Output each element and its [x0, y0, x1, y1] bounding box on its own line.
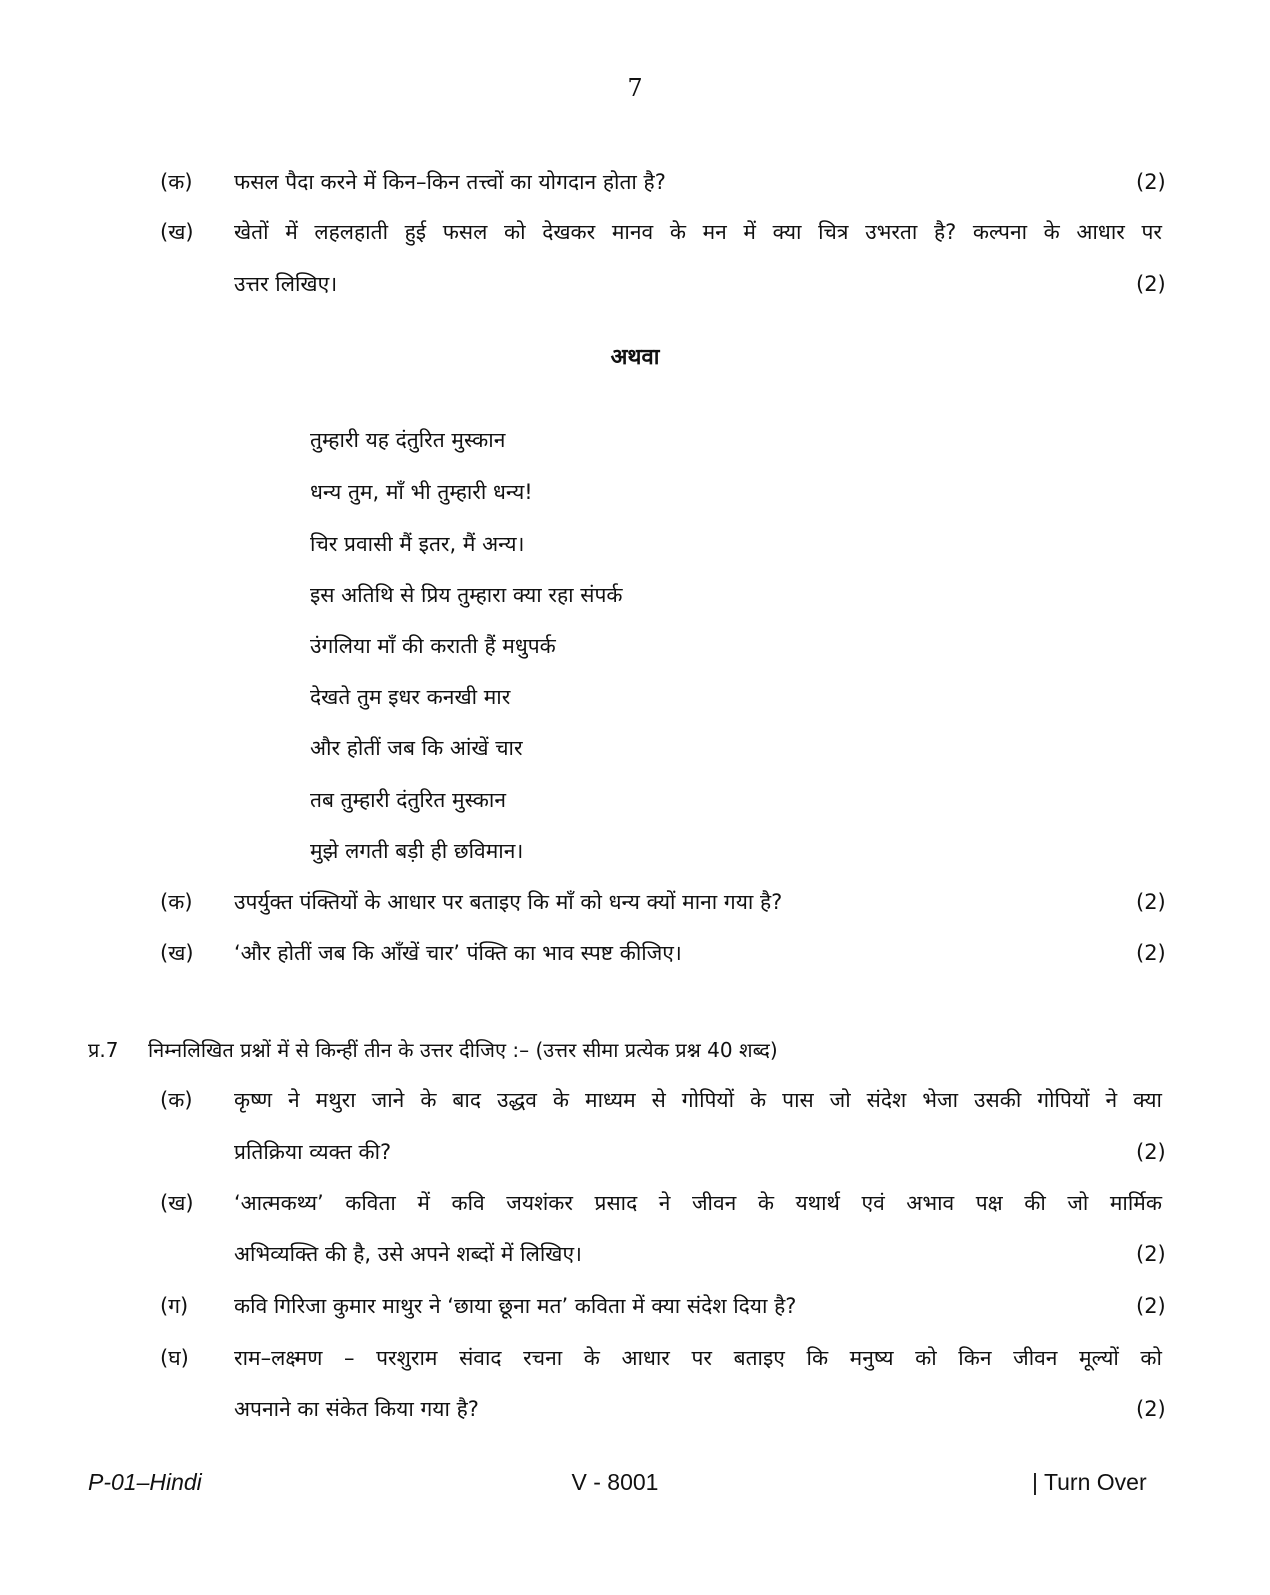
question-7-instruction: निम्नलिखित प्रश्नों में से किन्हीं तीन के उत्तर दीजिए :– (उत्तर सीमा प्रत्येक प्रश्न 40 शब्द): [148, 1038, 778, 1062]
page-footer: [0, 1462, 1270, 1502]
poem-line: उंगलिया माँ की कराती हैं मधुपर्क: [310, 634, 556, 658]
question-ka-2: [0, 882, 1270, 922]
question-kha-1: [0, 212, 1270, 252]
q7-ka: [0, 1080, 1270, 1120]
question-kha-1-line2: [0, 264, 1270, 304]
question-label: (ग): [160, 1294, 189, 1318]
poem-line: तब तुम्हारी दंतुरित मुस्कान: [310, 788, 506, 812]
question-text-line2: उत्तर लिखिए।: [234, 272, 338, 296]
question-number: प्र.7: [88, 1038, 119, 1062]
poem-line: इस अतिथि से प्रिय तुम्हारा क्या रहा संपर्क: [310, 583, 623, 607]
question-ka-1: [0, 162, 1270, 202]
question-label: (क): [160, 170, 193, 194]
question-text: उपर्युक्त पंक्तियों के आधार पर बताइए कि माँ को धन्य क्यों माना गया है?: [234, 890, 783, 914]
question-text-line1: कृष्ण ने मथुरा जाने के बाद उद्धव के माध्यम से गोपियों के पास जो संदेश भेजा उसकी गोपियों ने क्या: [234, 1088, 1162, 1112]
question-7-heading: [88, 1030, 778, 1070]
q7-gha-line2: [0, 1389, 1270, 1429]
q7-kha: [0, 1183, 1270, 1223]
question-label: (क): [160, 1088, 193, 1112]
question-label: (घ): [160, 1346, 189, 1370]
q7-gha: [0, 1338, 1270, 1378]
marks: (2): [1136, 1397, 1166, 1421]
turn-over: | Turn Over: [1032, 1469, 1147, 1495]
paper-code: P-01–Hindi: [88, 1469, 202, 1495]
marks: (2): [1136, 1242, 1166, 1266]
marks: (2): [1136, 272, 1166, 296]
question-label: (ख): [160, 1191, 194, 1215]
question-text: फसल पैदा करने में किन–किन तत्त्वों का योगदान होता है?: [234, 170, 666, 194]
poem-line: धन्य तुम, माँ भी तुम्हारी धन्य!: [310, 480, 533, 504]
question-text-line2: अपनाने का संकेत किया गया है?: [234, 1397, 479, 1421]
question-text-line2: प्रतिक्रिया व्यक्त की?: [234, 1140, 392, 1164]
center-code: V - 8001: [571, 1469, 659, 1495]
page-number: 7: [627, 74, 643, 102]
marks: (2): [1136, 170, 1166, 194]
question-text-line1: ‘आत्मकथ्य’ कविता में कवि जयशंकर प्रसाद ने जीवन के यथार्थ एवं अभाव पक्ष की जो मार्मिक: [234, 1191, 1162, 1215]
question-text-line1: राम–लक्ष्मण – परशुराम संवाद रचना के आधार पर बताइए कि मनुष्य को किन जीवन मूल्यों को: [234, 1346, 1162, 1370]
marks: (2): [1136, 1294, 1166, 1318]
q7-ga: [0, 1286, 1270, 1326]
poem-line: देखते तुम इधर कनखी मार: [310, 685, 511, 709]
question-text-line2: अभिव्यक्ति की है, उसे अपने शब्दों में लिखिए।: [234, 1242, 583, 1266]
question-label: (ख): [160, 220, 194, 244]
marks: (2): [1136, 941, 1166, 965]
marks: (2): [1136, 890, 1166, 914]
question-text: ‘और होतीं जब कि आँखें चार’ पंक्ति का भाव स्पष्ट कीजिए।: [234, 941, 682, 965]
poem-line: चिर प्रवासी मैं इतर, मैं अन्य।: [310, 532, 525, 556]
question-kha-2: [0, 933, 1270, 973]
marks: (2): [1136, 1140, 1166, 1164]
q7-ka-line2: [0, 1132, 1270, 1172]
question-text: कवि गिरिजा कुमार माथुर ने ‘छाया छूना मत’ कविता में क्या संदेश दिया है?: [234, 1294, 797, 1318]
athva-heading: अथवा: [610, 345, 660, 370]
poem-line: और होतीं जब कि आंखें चार: [310, 736, 523, 760]
question-label: (ख): [160, 941, 194, 965]
question-text-line1: खेतों में लहलहाती हुई फसल को देखकर मानव के मन में क्या चित्र उभरता है? कल्पना के आधार पर: [234, 220, 1162, 244]
poem-line: तुम्हारी यह दंतुरित मुस्कान: [310, 428, 506, 452]
q7-kha-line2: [0, 1234, 1270, 1274]
question-label: (क): [160, 890, 193, 914]
poem-line: मुझे लगती बड़ी ही छविमान।: [310, 839, 524, 863]
